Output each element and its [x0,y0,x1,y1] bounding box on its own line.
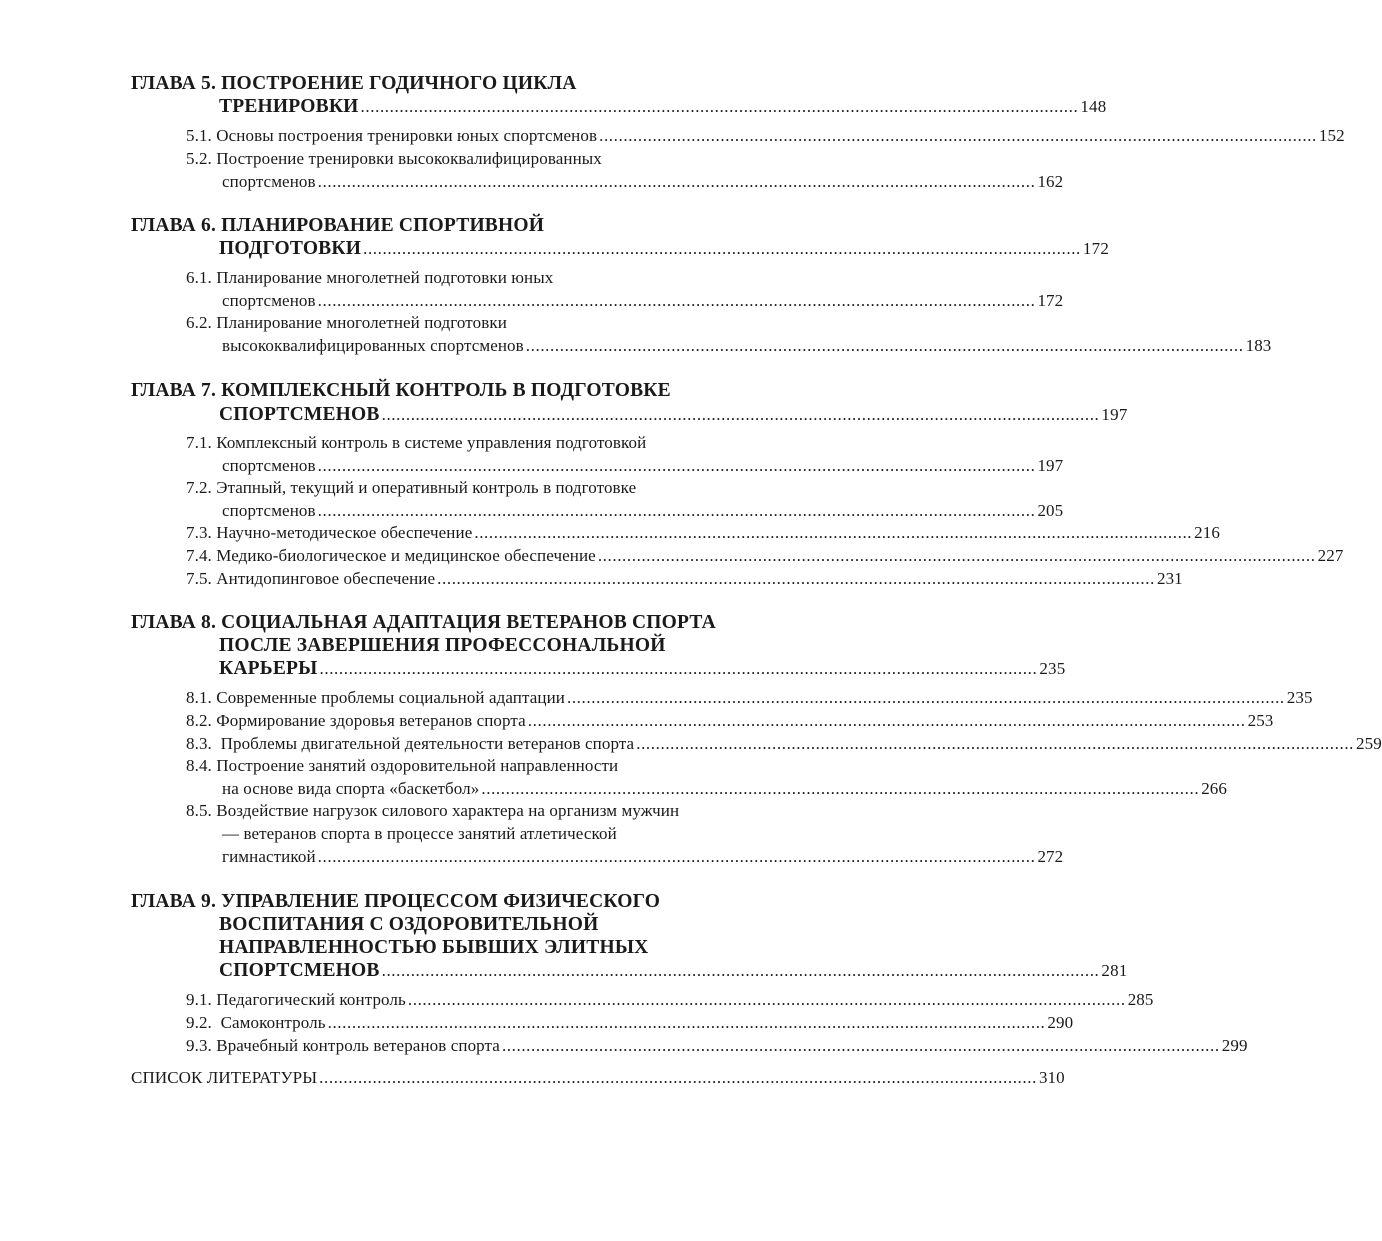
leader-dots: .................................................................................................................................................... [525,336,1244,355]
leader-dots: .................................................................................................................................................... [317,456,1036,475]
leader-dots: .................................................................................................................................................... [327,1013,1046,1032]
page-number: 235 [1039,659,1066,678]
chapter-9-title: ГЛАВА 9. УПРАВЛЕНИЕ ПРОЦЕССОМ ФИЗИЧЕСКОГО [131,891,661,912]
page-number: 231 [1156,569,1183,588]
leader-dots: .................................................................................................................................................... [317,501,1036,520]
section-7-1[interactable]: спортсменов .................................................................................................................................................... 197 [222,456,1064,475]
page-number: 197 [1101,405,1128,424]
leader-dots: .................................................................................................................................................... [381,405,1100,424]
leader-dots: .................................................................................................................................................... [363,239,1081,258]
section-9-3[interactable]: 9.3. Врачебный контроль ветеранов спорта .................................................................................................................................................... 299 [186,1036,1248,1055]
leader-dots: .................................................................................................................................................... [527,711,1246,730]
page-number: 299 [1221,1036,1248,1055]
chapter-8-title: ГЛАВА 8. СОЦИАЛЬНАЯ АДАПТАЦИЯ ВЕТЕРАНОВ СПОРТА [131,612,716,633]
page-number: 290 [1047,1013,1074,1032]
section-7-5[interactable]: 7.5. Антидопинговое обеспечение .................................................................................................................................................... 231 [186,569,1183,588]
leader-dots: .................................................................................................................................................... [437,569,1155,588]
section-5-2[interactable]: спортсменов .................................................................................................................................................... 162 [222,172,1064,191]
page-number: 197 [1037,456,1064,475]
leader-dots: .................................................................................................................................................... [317,291,1036,310]
leader-dots: .................................................................................................................................................... [474,523,1193,542]
page-number: 235 [1286,688,1313,707]
section-8-4-line1: 8.4. Построение занятий оздоровительной направленности [186,756,619,775]
chapter-6-title: ГЛАВА 6. ПЛАНИРОВАНИЕ СПОРТИВНОЙ [131,215,545,236]
section-8-2[interactable]: 8.2. Формирование здоровья ветеранов спорта .................................................................................................................................................... 253 [186,711,1274,730]
section-9-1[interactable]: 9.1. Педагогический контроль .................................................................................................................................................... 285 [186,990,1154,1009]
page-number: 281 [1101,961,1128,980]
leader-dots: .................................................................................................................................................... [636,734,1355,753]
section-7-4[interactable]: 7.4. Медико-биологическое и медицинское обеспечение .................................................................................................................................................... 227 [186,546,1344,565]
section-7-1-line1: 7.1. Комплексный контроль в системе управления подготовкой [186,433,647,452]
leader-dots: .................................................................................................................................................... [319,1068,1037,1087]
section-6-1-line1: 6.1. Планирование многолетней подготовки юных [186,268,554,287]
page-number: 162 [1037,172,1064,191]
section-5-2-line1: 5.2. Построение тренировки высококвалифицированных [186,149,602,168]
chapter-9-title-line2: ВОСПИТАНИЯ С ОЗДОРОВИТЕЛЬНОЙ [219,914,599,935]
chapter-8-title-line2: ПОСЛЕ ЗАВЕРШЕНИЯ ПРОФЕССОНАЛЬНОЙ [219,635,666,656]
chapter-7-entry[interactable]: СПОРТСМЕНОВ .................................................................................................................................................... 197 [219,404,1128,425]
page-number: 310 [1038,1068,1065,1087]
section-7-2-line1: 7.2. Этапный, текущий и оперативный контроль в подготовке [186,478,637,497]
page-number: 148 [1080,97,1107,116]
chapter-9-title-line3: НАПРАВЛЕННОСТЬЮ БЫВШИХ ЭЛИТНЫХ [219,937,649,958]
section-6-2[interactable]: высококвалифицированных спортсменов .................................................................................................................................................... 183 [222,336,1272,355]
leader-dots: .................................................................................................................................................... [381,961,1100,980]
chapter-7-title: ГЛАВА 7. КОМПЛЕКСНЫЙ КОНТРОЛЬ В ПОДГОТОВКЕ [131,380,671,401]
section-8-5-line1: 8.5. Воздействие нагрузок силового характера на организм мужчин [186,801,680,820]
chapter-5-title: ГЛАВА 5. ПОСТРОЕНИЕ ГОДИЧНОГО ЦИКЛА [131,73,577,94]
page-number: 183 [1245,336,1272,355]
references-entry[interactable]: СПИСОК ЛИТЕРАТУРЫ .................................................................................................................................................... 310 [131,1068,1065,1087]
page-number: 266 [1201,779,1227,798]
leader-dots: .................................................................................................................................................... [317,847,1036,866]
section-6-1[interactable]: спортсменов .................................................................................................................................................... 172 [222,291,1064,310]
chapter-9-entry[interactable]: СПОРТСМЕНОВ .................................................................................................................................................... 281 [219,960,1128,981]
leader-dots: .................................................................................................................................................... [319,659,1038,678]
section-6-2-line1: 6.2. Планирование многолетней подготовки [186,313,507,332]
page-number: 172 [1082,239,1110,258]
section-8-5[interactable]: гимнастикой .................................................................................................................................................... 272 [222,847,1064,866]
page-number: 272 [1037,847,1064,866]
section-5-1[interactable]: 5.1. Основы построения тренировки юных спортсменов .................................................................................................................................................... 152 [186,126,1345,145]
section-7-2[interactable]: спортсменов .................................................................................................................................................... 205 [222,501,1064,520]
page-number: 205 [1037,501,1064,520]
chapter-5-entry[interactable]: ТРЕНИРОВКИ .................................................................................................................................................... 148 [219,96,1107,117]
page-number: 253 [1247,711,1274,730]
section-8-1[interactable]: 8.1. Современные проблемы социальной адаптации .................................................................................................................................................... 235 [186,688,1313,707]
leader-dots: .................................................................................................................................................... [317,172,1036,191]
section-8-3[interactable]: 8.3. Проблемы двигательной деятельности ветеранов спорта .................................................................................................................................................... 259 [186,734,1382,753]
leader-dots: .................................................................................................................................................... [407,990,1126,1009]
page-number: 216 [1194,523,1220,542]
section-8-5-line2: — ветеранов спорта в процессе занятий атлетической [222,824,617,843]
page-number: 172 [1037,291,1064,310]
leader-dots: .................................................................................................................................................... [599,126,1317,145]
chapter-8-entry[interactable]: КАРЬЕРЫ .................................................................................................................................................... 235 [219,658,1066,679]
section-9-2[interactable]: 9.2. Самоконтроль .................................................................................................................................................... 290 [186,1013,1074,1032]
chapter-6-entry[interactable]: ПОДГОТОВКИ .................................................................................................................................................... 172 [219,238,1110,259]
page-number: 285 [1127,990,1154,1009]
page-number: 152 [1318,126,1345,145]
leader-dots: .................................................................................................................................................... [360,97,1079,116]
page-number: 259 [1356,734,1382,753]
leader-dots: .................................................................................................................................................... [501,1036,1220,1055]
page-number: 227 [1317,546,1344,565]
leader-dots: .................................................................................................................................................... [597,546,1316,565]
section-8-4[interactable]: на основе вида спорта «баскетбол» .................................................................................................................................................... 266 [222,779,1227,798]
leader-dots: .................................................................................................................................................... [566,688,1285,707]
leader-dots: .................................................................................................................................................... [481,779,1200,798]
section-7-3[interactable]: 7.3. Научно-методическое обеспечение .................................................................................................................................................... 216 [186,523,1220,542]
